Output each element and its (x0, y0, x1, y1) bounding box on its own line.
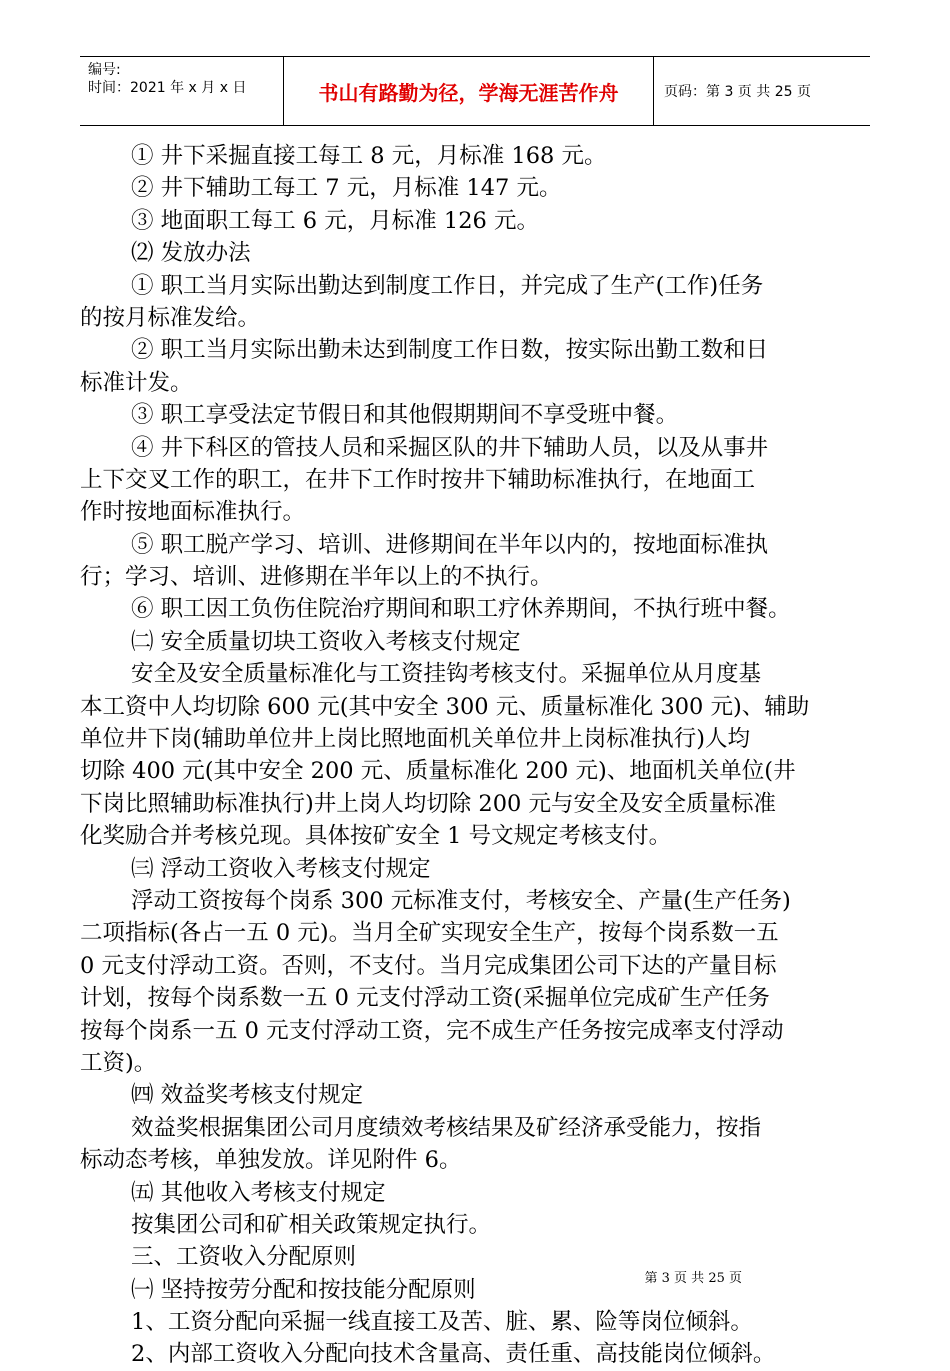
text-line: ③ 地面职工每工 6 元，月标准 126 元。 (131, 207, 540, 234)
text-line: 切除 400 元(其中安全 200 元、质量标准化 200 元)、地面机关单位(井 (80, 758, 796, 785)
text-line: 三、工资收入分配原则 (131, 1244, 357, 1271)
text-line: 单位井下岗(辅助单位井上岗比照地面机关单位井上岗标准执行)人均 (80, 726, 751, 753)
text-line: 二项指标(各占一五 0 元)。当月全矿实现安全生产，按每个岗系数一五 (80, 920, 779, 947)
text-line: ① 职工当月实际出勤达到制度工作日，并完成了生产(工作)任务 (131, 272, 764, 299)
document-date: 时间：2021 年 x 月 x 日 (88, 80, 247, 96)
page-footer: 第 3 页 共 25 页 (644, 1271, 742, 1286)
document-number-label: 编号: (88, 62, 121, 78)
document-body (80, 140, 872, 1371)
text-line: ② 井下辅助工每工 7 元，月标准 147 元。 (131, 175, 562, 202)
text-line: 的按月标准发给。 (80, 304, 261, 331)
text-line: ① 井下采掘直接工每工 8 元，月标准 168 元。 (131, 143, 607, 169)
text-line: 按集团公司和矿相关政策规定执行。 (131, 1211, 492, 1238)
text-line: 下岗比照辅助标准执行)井上岗人均切除 200 元与安全及安全质量标准 (80, 790, 777, 817)
text-line: 效益奖根据集团公司月度绩效考核结果及矿经济承受能力，按指 (131, 1114, 762, 1141)
text-line: 行；学习、培训、进修期在半年以上的不执行。 (80, 564, 553, 591)
text-line: 标动态考核，单独发放。详见附件 6。 (80, 1147, 462, 1174)
page-header (80, 56, 870, 126)
text-line: 2、内部工资收入分配向技术含量高、责任重、高技能岗位倾斜。 (131, 1341, 776, 1368)
text-line: 工资)。 (80, 1049, 157, 1076)
text-line: 标准计发。 (80, 369, 193, 396)
text-line: ② 职工当月实际出勤未达到制度工作日数，按实际出勤工数和日 (131, 337, 769, 364)
header-meta (80, 57, 283, 125)
text-line: ④ 井下科区的管技人员和采掘区队的井下辅助人员，以及从事井 (131, 434, 769, 461)
text-line: ㈢ 浮动工资收入考核支付规定 (131, 855, 431, 882)
header-page-info: 页码：第 3 页 共 25 页 (664, 84, 811, 100)
text-line: ㈠ 坚持按劳分配和按技能分配原则 (131, 1276, 476, 1303)
text-line: 作时按地面标准执行。 (80, 499, 306, 526)
text-line: 安全及安全质量标准化与工资挂钩考核支付。采掘单位从月度基 (131, 661, 762, 688)
text-line: ⑥ 职工因工负伤住院治疗期间和职工疗休养期间，不执行班中餐。 (131, 596, 791, 623)
text-line: 化奖励合并考核兑现。具体按矿安全 1 号文规定考核支付。 (80, 823, 672, 850)
text-line: ③ 职工享受法定节假日和其他假期期间不享受班中餐。 (131, 402, 679, 429)
text-line: 1、工资分配向采掘一线直接工及苦、脏、累、险等岗位倾斜。 (131, 1309, 753, 1336)
text-line: 浮动工资按每个岗系 300 元标准支付，考核安全、产量(生产任务) (131, 887, 791, 914)
text-line: ㈣ 效益奖考核支付规定 (131, 1082, 364, 1109)
text-line: ⑵ 发放办法 (131, 240, 251, 267)
header-motto: 书山有路勤为径，学海无涯苦作舟 (283, 57, 654, 125)
text-line: 本工资中人均切除 600 元(其中安全 300 元、质量标准化 300 元)、辅助 (80, 693, 810, 720)
text-line: ⑤ 职工脱产学习、培训、进修期间在半年以内的，按地面标准执 (131, 531, 769, 558)
text-line: 计划，按每个岗系数一五 0 元支付浮动工资(采掘单位完成矿生产任务 (80, 985, 770, 1012)
text-line: 0 元支付浮动工资。否则，不支付。当月完成集团公司下达的产量目标 (80, 952, 777, 979)
text-line: 按每个岗系一五 0 元支付浮动工资，完不成生产任务按完成率支付浮动 (80, 1017, 784, 1044)
text-line: ㈡ 安全质量切块工资收入考核支付规定 (131, 628, 521, 655)
text-line: 上下交叉工作的职工，在井下工作时按井下辅助标准执行，在地面工 (80, 466, 756, 493)
text-line: ㈤ 其他收入考核支付规定 (131, 1179, 386, 1206)
